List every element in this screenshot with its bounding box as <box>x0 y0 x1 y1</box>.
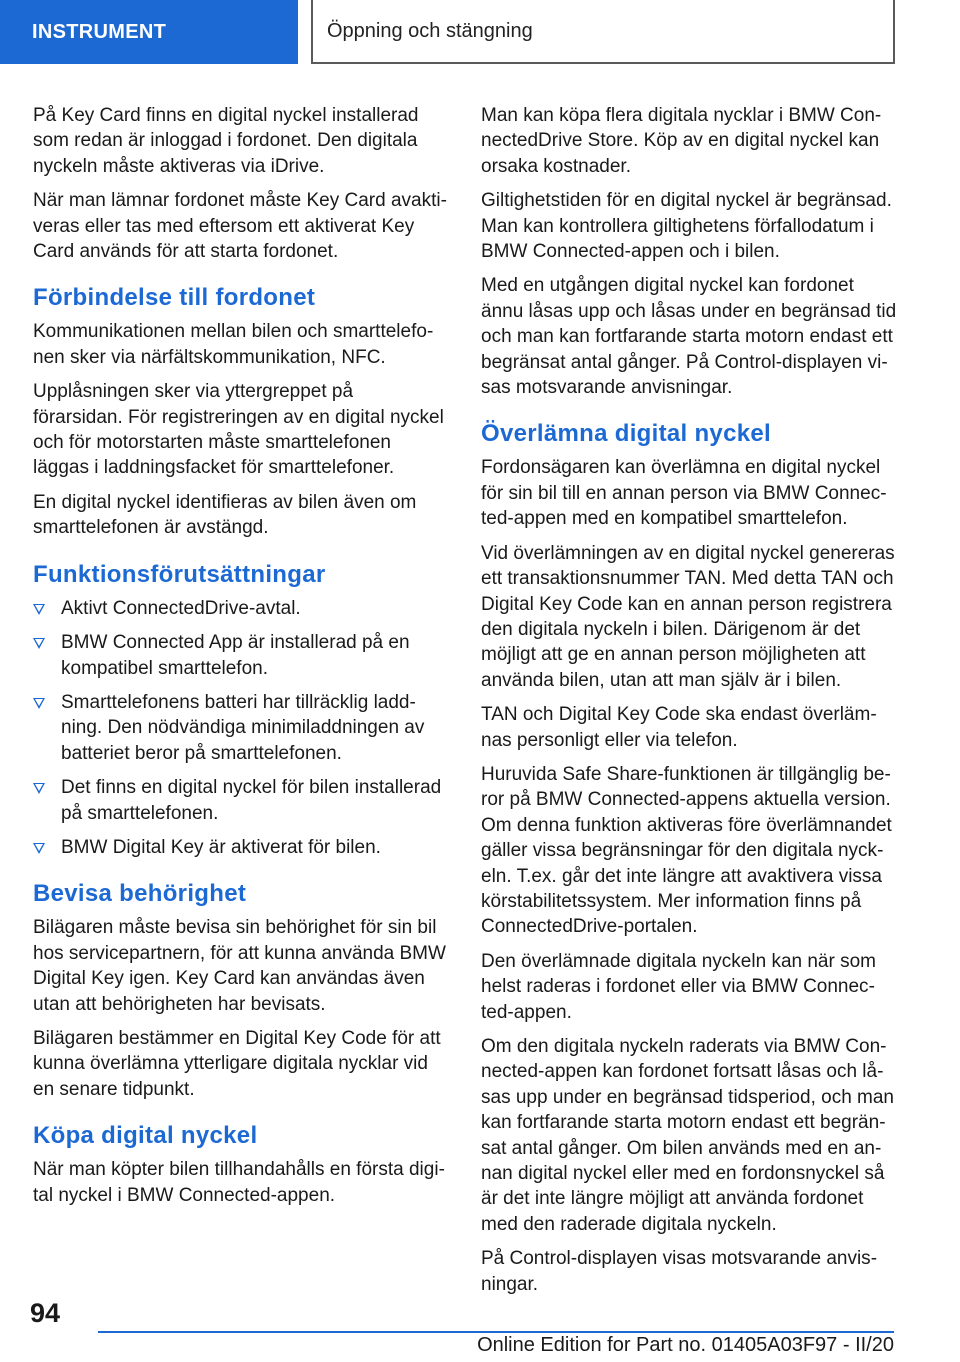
paragraph: På Key Card finns en digital nyckel installerad som redan är inloggad i fordonet. Den digitala nyckeln måste aktiveras via iDrive. <box>33 105 419 177</box>
paragraph: Man kan köpa flera digitala nycklar i BMW ConnectedDrive Store. Köp av en digital nyckel kan orsaka kostnader. <box>481 105 882 177</box>
footer-divider <box>98 1331 894 1333</box>
list-item-text: Det finns en digital nyckel för bilen installerad på smarttelefonen. <box>61 777 442 824</box>
paragraph: Kommunikationen mellan bilen och smarttelefonen sker via närfältskommunikation, NFC. <box>33 321 434 368</box>
triangle-bullet-icon <box>33 604 45 615</box>
heading-funktionsforutsattningar: Funktionsförutsättningar <box>33 560 326 588</box>
list-item-text: Smarttelefonens batteri har tillräcklig laddning. Den nödvändiga minimiladdningen av batteriet beror på smarttelefonen. <box>61 691 425 764</box>
paragraph: På Control-displayen visas motsvarande anvisningar. <box>481 1248 878 1295</box>
heading-bevisa-behorighet: Bevisa behörighet <box>33 880 247 908</box>
page-header <box>0 0 960 66</box>
list-item <box>33 835 447 860</box>
paragraph: Med en utgången digital nyckel kan fordonet ännu låsas upp och låsas under en begränsad tid och man kan fortfarande starta motorn endast ett begränsat antal gånger. På Control-displayen visas motsvarande anvisningar. <box>481 275 897 399</box>
triangle-bullet-icon <box>33 783 45 794</box>
paragraph: Om den digitala nyckeln raderats via BMW Connected-appen kan fordonet fortsatt låsas och låsas upp under en begränsad tidsperiod, och man kan fortfarande starta motorn endast ett begränsat antal gånger. Om bilen används med en annan digital nyckel eller med en fordonsnyckel så är det inte längre möjligt att använda fordonet med den raderade digitala nyckeln. <box>481 1036 894 1235</box>
paragraph: Fordonsägaren kan överlämna en digital nyckel för sin bil till en annan person via BMW Connected-appen med en kompatibel smarttelefon. <box>481 457 887 530</box>
paragraph: TAN och Digital Key Code ska endast överlämnas personligt eller via telefon. <box>481 704 877 751</box>
paragraph: Huruvida Safe Share-funktionen är tillgänglig beror på BMW Connected-appens aktuella version. Om denna funktion aktiveras före överlämnandet gäller vissa begränsningar för den digitala nyckeln. T.ex. går det inte längre att avaktivera vissa körstabilitetssystem. Mer information finns på ConnectedDrive-portalen. <box>481 763 892 938</box>
list-item <box>33 630 447 681</box>
heading-forbindelse: Förbindelse till fordonet <box>33 284 316 312</box>
triangle-bullet-icon <box>33 698 45 709</box>
heading-overlamna-digital-nyckel: Överlämna digital nyckel <box>481 420 771 448</box>
list-item <box>33 775 447 826</box>
footer-edition: Online Edition for Part no. 01405A03F97 - II/20 <box>477 1334 894 1356</box>
paragraph: Vid överlämningen av en digital nyckel genereras ett transaktionsnummer TAN. Med detta TAN och Digital Key Code kan en annan person registrera den digitala nyckeln i bilen. Därigenom är det möjligt att ge en annan person möjligheten att använda bilen, utan att man själv är i bilen. <box>481 542 895 691</box>
list-item-text: BMW Digital Key är aktiverat för bilen. <box>61 836 381 858</box>
section-label: INSTRUMENT <box>0 0 298 64</box>
paragraph: Bilägaren bestämmer en Digital Key Code för att kunna överlämna ytterligare digitala nycklar vid en senare tidpunkt. <box>33 1027 441 1100</box>
list-item-text: BMW Connected App är installerad på en kompatibel smarttelefon. <box>61 632 410 679</box>
right-column <box>481 103 897 1306</box>
paragraph: En digital nyckel identifieras av bilen även om smarttelefonen är avstängd. <box>33 491 417 539</box>
page-number: 94 <box>30 1298 61 1328</box>
triangle-bullet-icon <box>33 843 45 854</box>
left-column <box>33 103 447 1217</box>
triangle-bullet-icon <box>33 638 45 649</box>
requirements-list <box>33 596 447 861</box>
paragraph: När man köpter bilen tillhandahålls en första digital nyckel i BMW Connected-appen. <box>33 1159 445 1206</box>
list-item-text: Aktivt ConnectedDrive-avtal. <box>61 597 301 619</box>
list-item <box>33 596 447 621</box>
list-item <box>33 690 447 766</box>
chapter-title: Öppning och stängning <box>311 0 895 64</box>
paragraph: Upplåsningen sker via yttergreppet på förarsidan. För registreringen av en digital nyckel och för motorstarten måste smarttelefonen läggas i laddningsfacket för smarttelefoner. <box>33 381 444 479</box>
paragraph: Giltighetstiden för en digital nyckel är begränsad. Man kan kontrollera giltighetens förfallodatum i BMW Connected-appen och i bilen. <box>481 190 892 263</box>
heading-kopa-digital-nyckel: Köpa digital nyckel <box>33 1122 258 1150</box>
paragraph: Den överlämnade digitala nyckeln kan när som helst raderas i fordonet eller via BMW Connected-appen. <box>481 950 876 1023</box>
paragraph: Bilägaren måste bevisa sin behörighet för sin bil hos servicepartnern, för att kunna använda BMW Digital Key igen. Key Card kan användas även utan att behörigheten har bevisats. <box>33 917 446 1015</box>
paragraph: När man lämnar fordonet måste Key Card avaktiveras eller tas med eftersom ett aktiverat Key Card används för att starta fordonet. <box>33 190 447 263</box>
